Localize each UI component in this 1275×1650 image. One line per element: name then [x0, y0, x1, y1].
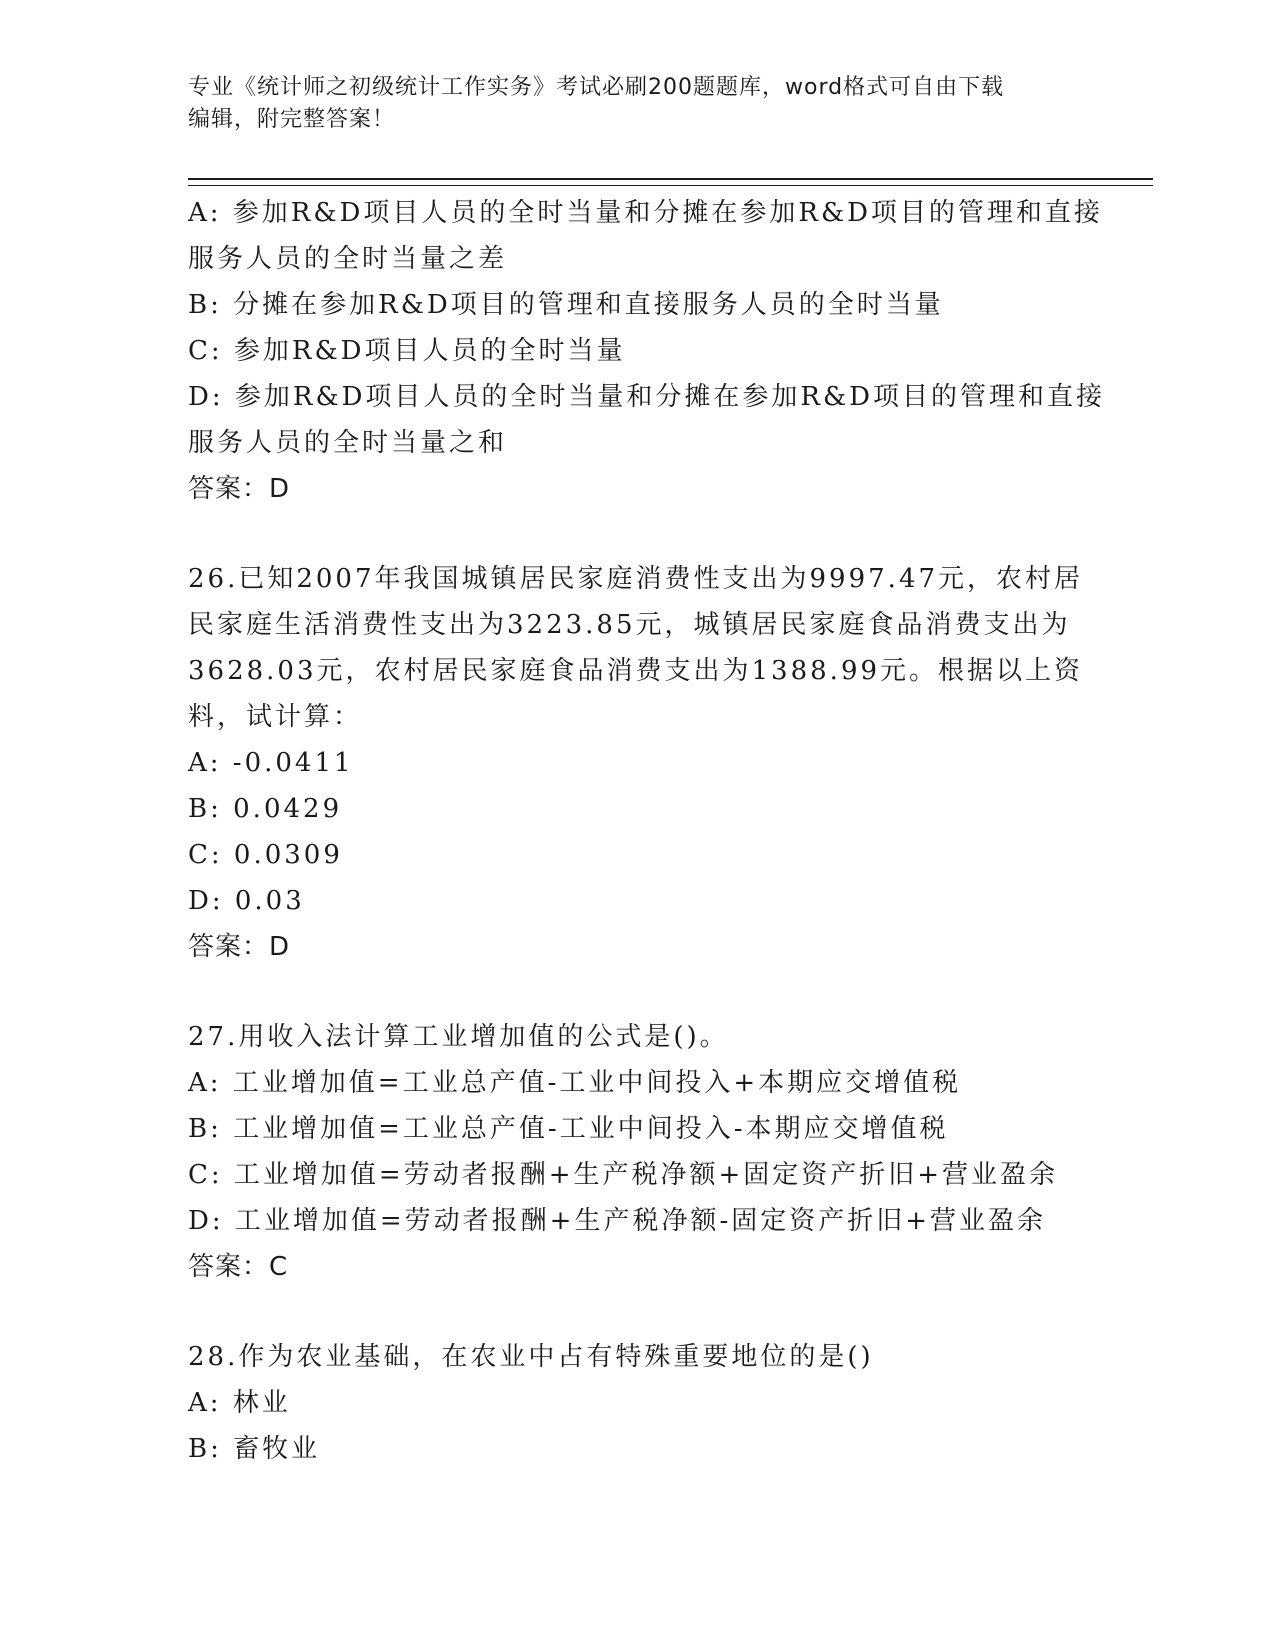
option-c: C: 0.0309: [188, 840, 343, 870]
question-stem-line2: 民家庭生活消费性支出为3223.85元，城镇居民家庭食品消费支出为: [188, 610, 1071, 640]
question-stem-line3: 3628.03元，农村居民家庭食品消费支出为1388.99元。根据以上资: [188, 656, 1084, 686]
question-spacer: [188, 512, 1088, 556]
option-a: A: -0.0411: [188, 748, 354, 778]
answer-label: 答案：D: [188, 932, 291, 962]
question-stem-line1: 26.已知2007年我国城镇居民家庭消费性支出为9997.47元，农村居: [188, 564, 1084, 594]
option-d-line1: D: 参加R&D项目人员的全时当量和分摊在参加R&D项目的管理和直接: [188, 382, 1106, 412]
question-stem: 27.用收入法计算工业增加值的公式是()。: [188, 1022, 729, 1052]
question-stem: 28.作为农业基础，在农业中占有特殊重要地位的是(): [188, 1342, 874, 1372]
question-block-26: [188, 556, 1088, 970]
option-b: B: 工业增加值=工业总产值-工业中间投入-本期应交增值税: [188, 1114, 949, 1144]
option-d-line2: 服务人员的全时当量之和: [188, 428, 508, 458]
option-b: B: 0.0429: [188, 794, 343, 824]
option-c: C: 工业增加值=劳动者报酬+生产税净额+固定资产折旧+营业盈余: [188, 1160, 1059, 1190]
document-body: [188, 190, 1106, 1472]
option-b: B: 分摊在参加R&D项目的管理和直接服务人员的全时当量: [188, 290, 944, 320]
option-a: A: 林业: [188, 1388, 291, 1418]
answer-label: 答案：D: [188, 474, 291, 504]
page-header: [188, 72, 1088, 136]
option-a-line1: A: 参加R&D项目人员的全时当量和分摊在参加R&D项目的管理和直接: [188, 198, 1103, 228]
option-d: D: 0.03: [188, 886, 305, 916]
option-d: D: 工业增加值=劳动者报酬+生产税净额-固定资产折旧+营业盈余: [188, 1206, 1047, 1236]
question-stem-line4: 料，试计算：: [188, 702, 363, 732]
option-a-line2: 服务人员的全时当量之差: [188, 244, 508, 274]
option-c: C: 参加R&D项目人员的全时当量: [188, 336, 626, 366]
answer-label: 答案：C: [188, 1252, 289, 1282]
header-title-line1: 专业《统计师之初级统计工作实务》考试必刷200题题库，word格式可自由下载: [188, 75, 1005, 100]
option-b: B: 畜牧业: [188, 1434, 321, 1464]
question-block-prev: [188, 190, 1106, 512]
header-divider: [188, 178, 1153, 186]
question-block-28: [188, 1334, 1088, 1472]
question-spacer: [188, 1290, 1088, 1334]
option-a: A: 工业增加值=工业总产值-工业中间投入+本期应交增值税: [188, 1068, 962, 1098]
question-block-27: [188, 1014, 1088, 1290]
question-spacer: [188, 970, 1088, 1014]
header-title-line2: 编辑，附完整答案！: [188, 107, 396, 132]
